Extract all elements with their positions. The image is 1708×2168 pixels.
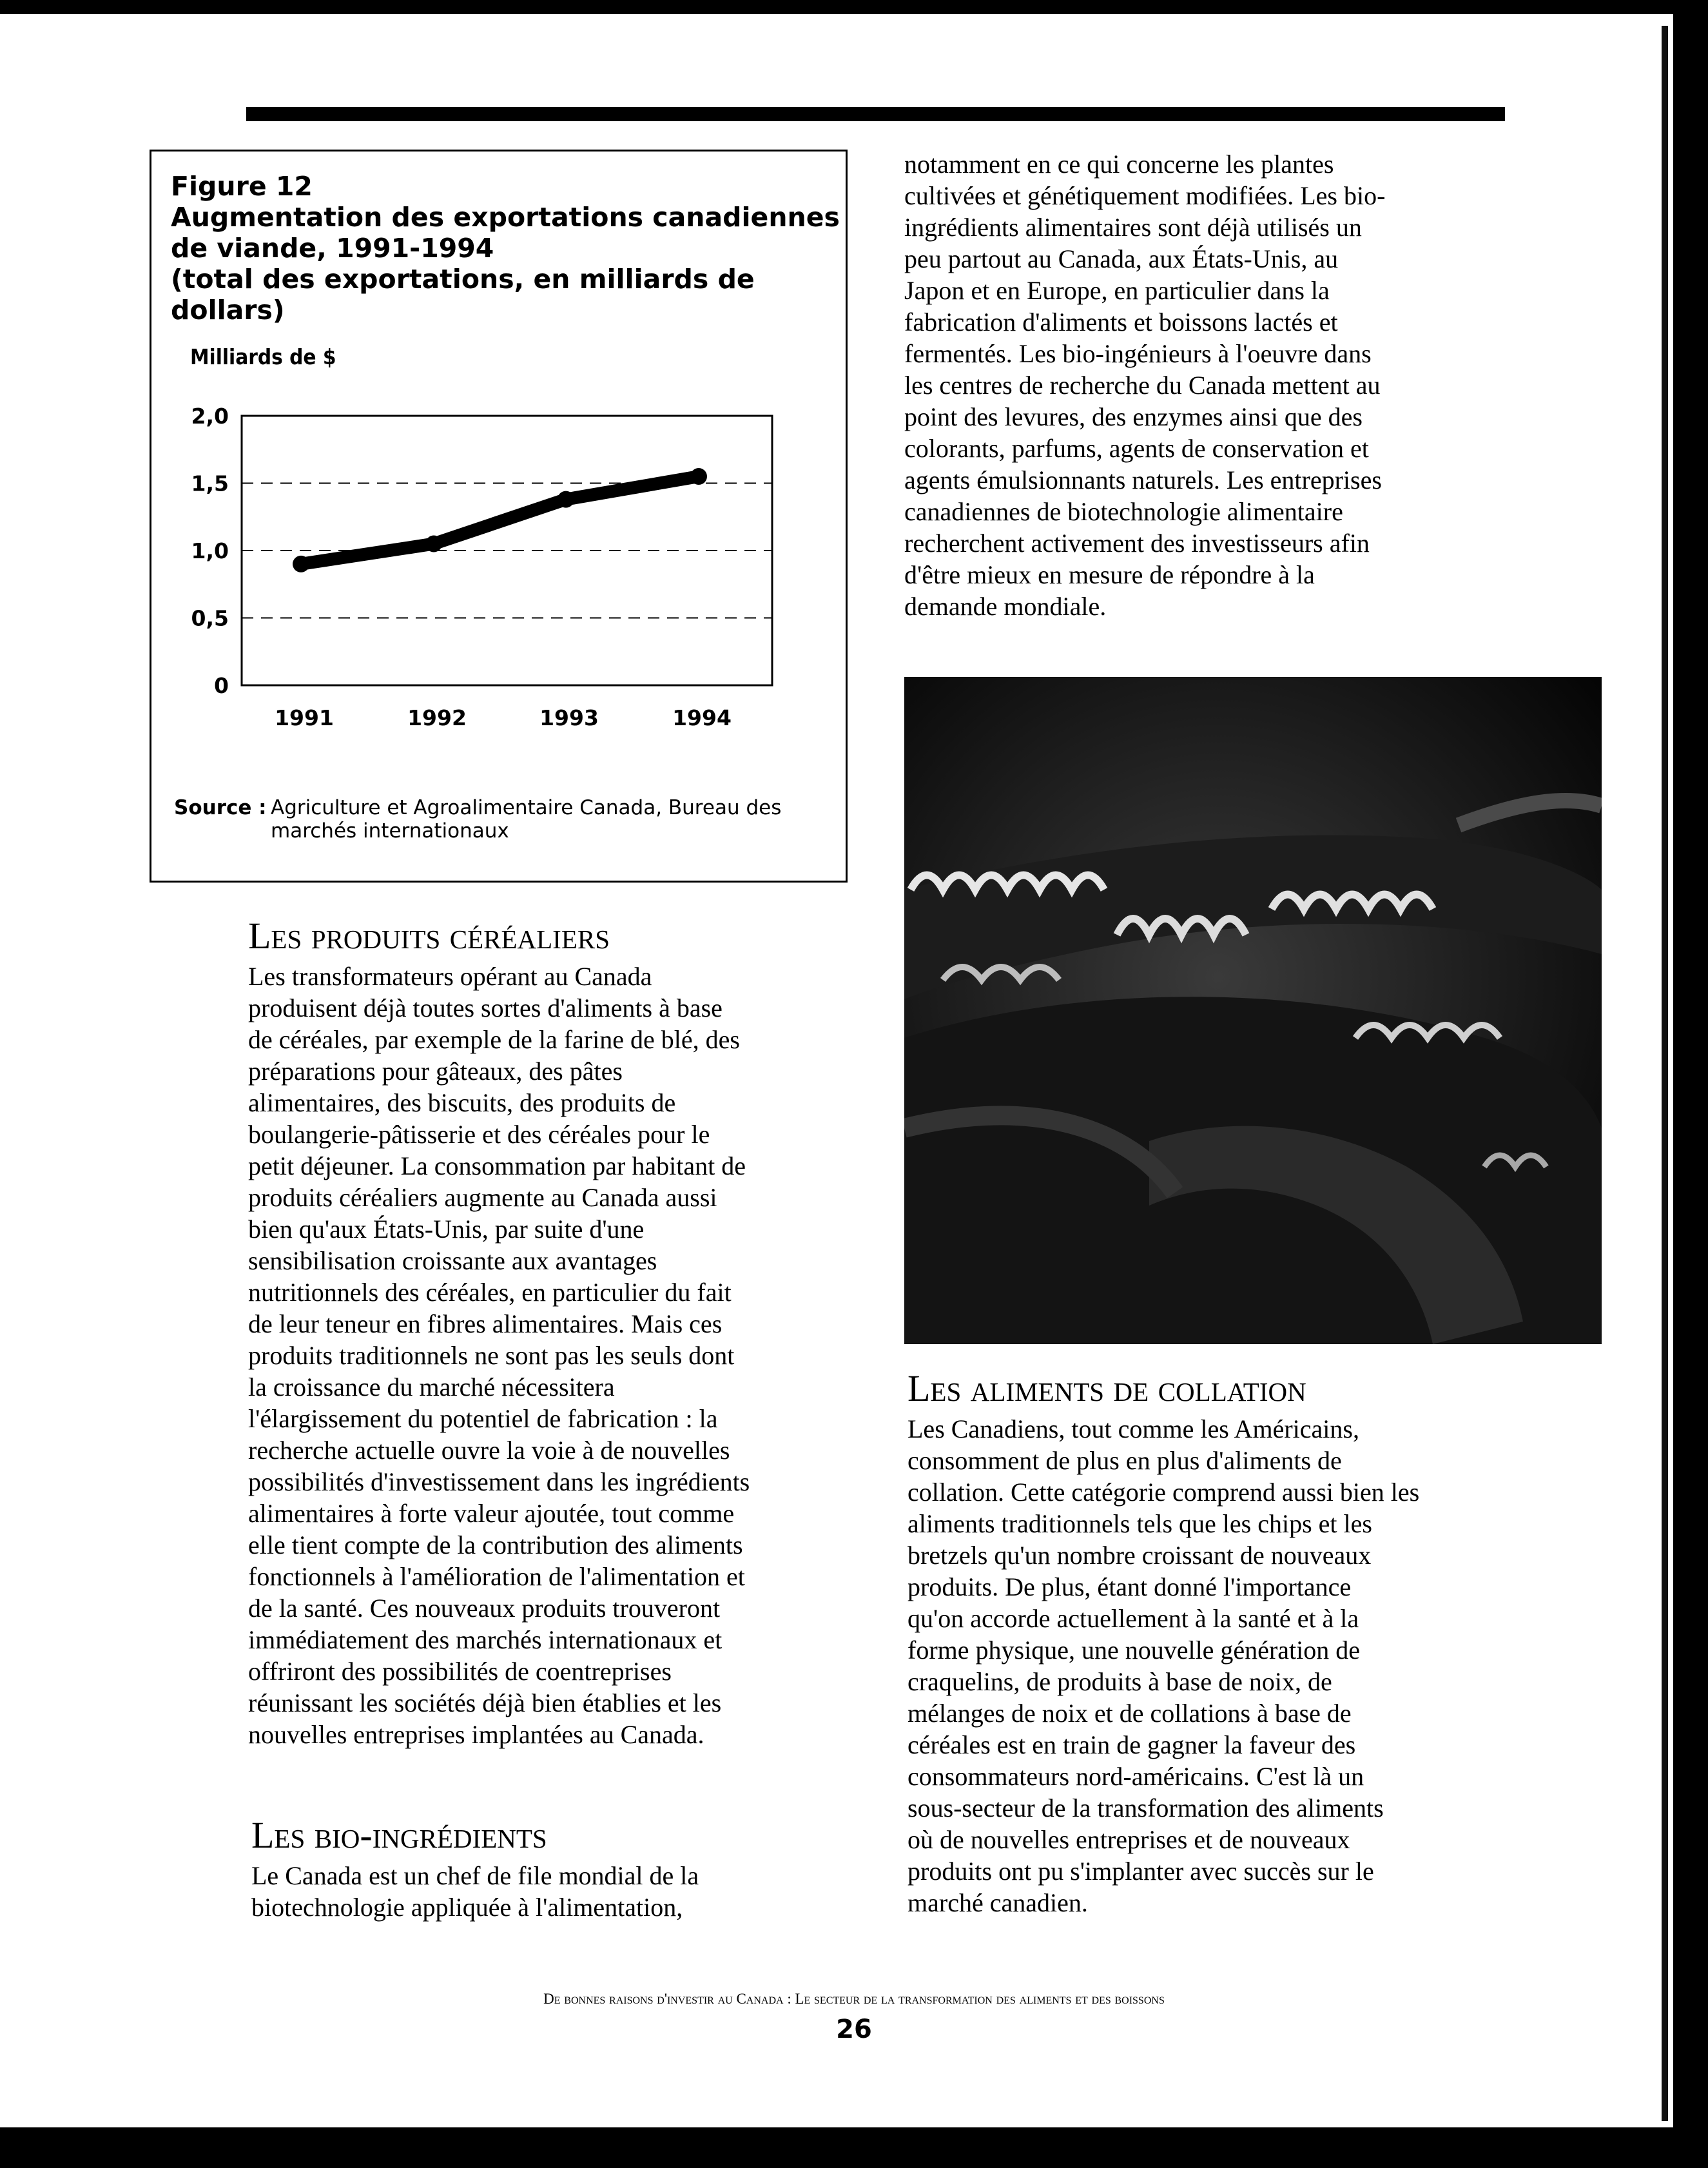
text-line: céréales est en train de gagner la faveur des bbox=[907, 1730, 1356, 1759]
source-text bbox=[271, 796, 806, 843]
chart-x-ticks bbox=[275, 705, 732, 730]
paragraph-produits-cerealiers bbox=[248, 961, 750, 1750]
text-line: offriront des possibilités de coentreprises bbox=[248, 1657, 672, 1686]
text-line: fabrication d'aliments et boissons lactés et bbox=[904, 308, 1338, 337]
text-line: aliments traditionnels tels que les chips et les bbox=[907, 1509, 1372, 1538]
text-line: notamment en ce qui concerne les plantes bbox=[904, 150, 1334, 179]
export-line-chart bbox=[151, 345, 846, 796]
text-line: produits. De plus, étant donné l'importance bbox=[907, 1572, 1352, 1601]
text-line: de leur teneur en fibres alimentaires. Mais ces bbox=[248, 1309, 723, 1338]
chart-y-ticks bbox=[191, 404, 229, 698]
pretzels-photo-illustration bbox=[904, 677, 1602, 1344]
text-line: craquelins, de produits à base de noix, de bbox=[907, 1667, 1332, 1696]
source-label: Source : bbox=[174, 796, 267, 819]
text-line: fonctionnels à l'amélioration de l'alimentation et bbox=[248, 1562, 745, 1591]
text-line: de la santé. Ces nouveaux produits trouveront bbox=[248, 1594, 721, 1623]
header-rule bbox=[246, 107, 1505, 121]
text-line: d'être mieux en mesure de répondre à la bbox=[904, 560, 1315, 589]
text-line: recherchent activement des investisseurs afin bbox=[904, 529, 1370, 558]
figure-title-line: Augmentation des exportations canadiennes bbox=[171, 202, 840, 233]
text-line: les centres de recherche du Canada mettent au bbox=[904, 371, 1381, 400]
text-line: l'élargissement du potentiel de fabrication : la bbox=[248, 1404, 718, 1433]
text-line: bien qu'aux États-Unis, par suite d'une bbox=[248, 1215, 645, 1244]
text-line: elle tient compte de la contribution des aliments bbox=[248, 1530, 743, 1559]
chart-x-tick-label: 1994 bbox=[672, 705, 732, 730]
heading-aliments-de-collation: Les aliments de collation bbox=[907, 1367, 1306, 1409]
text-line: de céréales, par exemple de la farine de blé, des bbox=[248, 1025, 740, 1054]
text-line: produisent déjà toutes sortes d'aliments à base bbox=[248, 993, 723, 1022]
chart-y-tick-label: 2,0 bbox=[191, 404, 229, 429]
text-line: qu'on accorde actuellement à la santé et à la bbox=[907, 1604, 1359, 1633]
text-line: alimentaires à forte valeur ajoutée, tout comme bbox=[248, 1499, 735, 1528]
text-line: forme physique, une nouvelle génération de bbox=[907, 1636, 1360, 1665]
text-line: nouvelles entreprises implantées au Canada. bbox=[248, 1720, 704, 1749]
text-line: sensibilisation croissante aux avantages bbox=[248, 1246, 657, 1275]
chart-y-tick-label: 0,5 bbox=[191, 605, 229, 631]
figure-title-line: (total des exportations, en milliards de bbox=[171, 264, 755, 295]
text-line: possibilités d'investissement dans les ingrédients bbox=[248, 1467, 750, 1496]
pretzels-photo bbox=[904, 677, 1602, 1344]
chart-point bbox=[690, 468, 707, 485]
text-line: collation. Cette catégorie comprend aussi bien les bbox=[907, 1478, 1420, 1507]
figure-title bbox=[171, 171, 840, 326]
text-line: produits céréaliers augmente au Canada aussi bbox=[248, 1183, 717, 1212]
text-line: ingrédients alimentaires sont déjà utilisés un bbox=[904, 213, 1362, 242]
text-line: préparations pour gâteaux, des pâtes bbox=[248, 1057, 623, 1086]
scan-border-top bbox=[0, 0, 1708, 14]
scan-border-right bbox=[1673, 0, 1708, 2168]
text-line: colorants, parfums, agents de conservation et bbox=[904, 434, 1369, 463]
paragraph-aliments-de-collation bbox=[907, 1413, 1419, 1919]
paragraph-bio-ingredients-continued bbox=[904, 148, 1385, 622]
text-line: alimentaires, des biscuits, des produits de bbox=[248, 1088, 676, 1117]
text-line: sous-secteur de la transformation des aliments bbox=[907, 1793, 1384, 1822]
chart-point bbox=[293, 556, 309, 572]
chart-y-tick-label: 1,5 bbox=[191, 471, 229, 496]
heading-produits-cerealiers: Les produits céréaliers bbox=[248, 915, 610, 957]
text-line: point des levures, des enzymes ainsi que des bbox=[904, 402, 1363, 431]
text-line: Japon et en Europe, en particulier dans la bbox=[904, 276, 1330, 305]
chart-x-tick-label: 1992 bbox=[407, 705, 467, 730]
text-line: nutritionnels des céréales, en particulier du fait bbox=[248, 1278, 732, 1307]
text-line: agents émulsionnants naturels. Les entreprises bbox=[904, 465, 1382, 494]
chart-x-tick-label: 1991 bbox=[275, 705, 334, 730]
text-line: petit déjeuner. La consommation par habitant de bbox=[248, 1151, 746, 1180]
text-line: cultivées et génétiquement modifiées. Les bio- bbox=[904, 181, 1386, 210]
scan-border-right-inner bbox=[1662, 26, 1668, 2121]
text-line: peu partout au Canada, aux États-Unis, au bbox=[904, 244, 1339, 273]
chart-gridlines bbox=[242, 483, 772, 618]
figure-number: Figure 12 bbox=[171, 171, 313, 202]
text-line: bretzels qu'un nombre croissant de nouveaux bbox=[907, 1541, 1372, 1570]
chart-y-axis-label: Milliards de $ bbox=[190, 345, 336, 369]
text-line: où de nouvelles entreprises et de nouveaux bbox=[907, 1825, 1350, 1854]
paragraph-bio-ingredients bbox=[251, 1860, 699, 1923]
text-line: consommateurs nord-américains. C'est là un bbox=[907, 1762, 1364, 1791]
text-line: produits ont pu s'implanter avec succès sur le bbox=[907, 1857, 1374, 1886]
text-line: canadiennes de biotechnologie alimentaire bbox=[904, 497, 1343, 526]
scan-border-bottom bbox=[0, 2127, 1708, 2168]
text-line: boulangerie-pâtisserie et des céréales pour le bbox=[248, 1120, 710, 1149]
text-line: produits traditionnels ne sont pas les seuls dont bbox=[248, 1341, 735, 1370]
text-line: recherche actuelle ouvre la voie à de nouvelles bbox=[248, 1436, 730, 1465]
text-line: consomment de plus en plus d'aliments de bbox=[907, 1446, 1342, 1475]
figure-box bbox=[150, 150, 848, 883]
text-line: marché canadien. bbox=[907, 1888, 1088, 1917]
text-line: immédiatement des marchés internationaux et bbox=[248, 1625, 723, 1654]
source-line: marchés internationaux bbox=[271, 819, 509, 843]
chart-y-tick-label: 0 bbox=[214, 673, 229, 698]
text-line: biotechnologie appliquée à l'alimentation, bbox=[251, 1893, 683, 1922]
text-line: la croissance du marché nécessitera bbox=[248, 1372, 615, 1401]
text-line: Les transformateurs opérant au Canada bbox=[248, 962, 652, 991]
page-number: 26 bbox=[836, 2015, 872, 2044]
figure-title-line: dollars) bbox=[171, 295, 285, 326]
chart-y-tick-label: 1,0 bbox=[191, 538, 229, 563]
chart-point bbox=[558, 491, 574, 508]
text-line: mélanges de noix et de collations à base de bbox=[907, 1699, 1352, 1728]
source-line: Agriculture et Agroalimentaire Canada, Bureau des bbox=[271, 796, 782, 819]
text-line: Le Canada est un chef de file mondial de la bbox=[251, 1861, 699, 1890]
text-line: fermentés. Les bio-ingénieurs à l'oeuvre dans bbox=[904, 339, 1372, 368]
text-line: demande mondiale. bbox=[904, 592, 1107, 621]
text-line: réunissant les sociétés déjà bien établies et les bbox=[248, 1688, 722, 1717]
footer-title: De bonnes raisons d'investir au Canada : Le secteur de la transformation des aliments et des boissons bbox=[543, 1991, 1165, 2007]
heading-bio-ingredients: Les bio-ingrédients bbox=[251, 1814, 547, 1856]
text-line: Les Canadiens, tout comme les Américains, bbox=[907, 1414, 1359, 1443]
chart-point bbox=[425, 536, 442, 552]
figure-title-line: de viande, 1991-1994 bbox=[171, 233, 494, 264]
chart-x-tick-label: 1993 bbox=[539, 705, 599, 730]
